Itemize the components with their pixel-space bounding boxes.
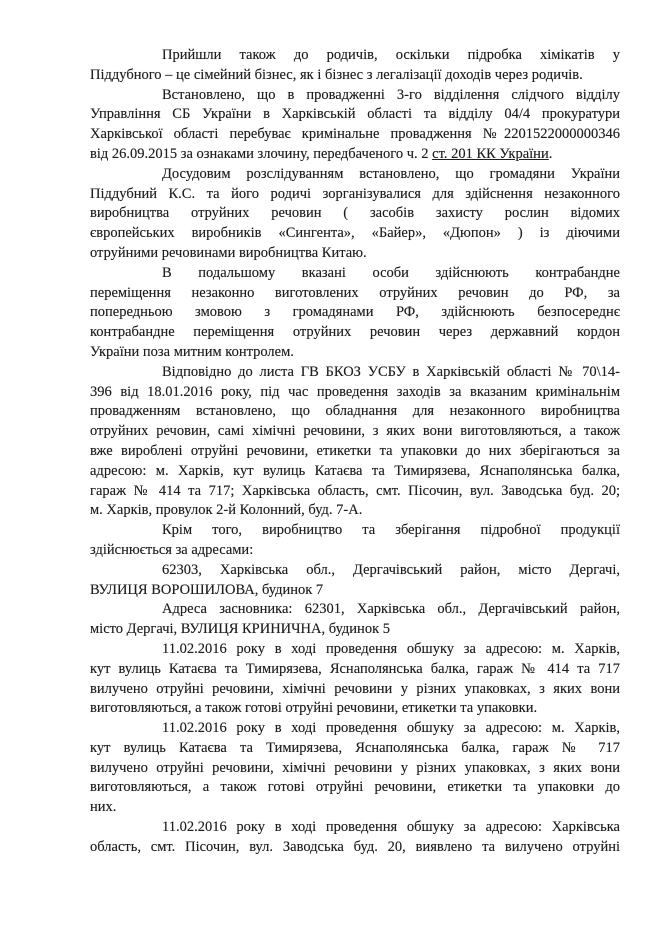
text-line	[90, 541, 620, 561]
text-segment: вилучено отруйні речовини, хімічні речовини у різних упаковках, з яких вони	[90, 759, 620, 776]
text-line	[90, 402, 620, 422]
text-segment: контрабандне переміщення отруйних речовин через державний кордон	[90, 324, 620, 341]
text-segment: Досудовим розслідуванням встановлено, що громадяни України	[162, 165, 620, 182]
text-segment: кут вулиць Катаєва та Тимирязева, Яснаполянська балка, гараж № 717	[90, 739, 620, 756]
text-segment: Харківської області перебуває кримінальне провадження №2201522000000346	[90, 126, 620, 143]
paragraph	[90, 640, 620, 719]
text-line	[90, 501, 620, 521]
text-segment: 62303, Харківська обл., Дергачівський район, місто Дергачі,	[162, 561, 620, 578]
text-line	[90, 46, 620, 66]
text-segment: отруйних речовин, самі хімічні речовини, з яких вони виготовляються, а також	[90, 423, 620, 440]
text-line	[90, 482, 620, 502]
text-line	[90, 185, 620, 205]
text-line	[90, 224, 620, 244]
text-line	[90, 660, 620, 680]
text-segment: попередньою змовою з громадянами РФ, здійснюють безпосереднє	[90, 304, 620, 321]
paragraph	[90, 719, 620, 818]
text-line	[90, 739, 620, 759]
text-segment: місто Дергачі, ВУЛИЦЯ КРИНИЧНА, будинок 5	[90, 621, 390, 638]
text-segment: України поза митним контролем.	[90, 343, 294, 360]
text-segment: Відповідно до листа ГВ БКОЗ УСБУ в Харківській області № 70\14-	[162, 363, 620, 380]
text-segment: виготовляються, а також готові отруйні речовини, етикетки та упаковки.	[90, 700, 538, 717]
text-segment: Піддубний К.С. та його родичі зорганізувалися для здійснення незаконного	[90, 185, 620, 202]
text-segment: вилучено отруйні речовини, хімічні речовини у різних упаковках, з яких вони	[90, 680, 620, 697]
text-segment: 11.02.2016 року в ході проведення обшуку за адресою: м. Харків,	[162, 720, 620, 737]
text-line	[90, 600, 620, 620]
paragraph	[90, 165, 620, 264]
text-line	[90, 798, 620, 818]
text-line	[90, 521, 620, 541]
text-line	[90, 105, 620, 125]
text-segment: адресою: м. Харків, кут вулиць Катаєва та Тимирязева, Яснаполянська балка,	[90, 462, 620, 479]
text-segment: гараж № 414 та 717; Харківська область, смт. Пісочин, вул. Заводська буд. 20;	[90, 482, 620, 499]
text-segment: отруйними речовинами виробництва Китаю.	[90, 244, 367, 261]
text-line	[90, 422, 620, 442]
text-segment: В подальшому вказані особи здійснюють контрабандне	[162, 264, 620, 281]
text-line	[90, 165, 620, 185]
text-segment: .	[548, 145, 553, 162]
text-line	[90, 778, 620, 798]
text-line	[90, 620, 620, 640]
underlined-text: ст. 201 КК України	[432, 145, 549, 162]
text-segment: Прийшли також до родичів, оскільки підробка хімікатів у	[162, 47, 620, 63]
text-line	[90, 442, 620, 462]
text-line	[90, 383, 620, 403]
text-segment: область, смт. Пісочин, вул. Заводська буд. 20, виявлено та вилучено отруйні	[90, 838, 620, 855]
paragraph	[90, 600, 620, 640]
text-line	[90, 244, 620, 264]
text-line	[90, 303, 620, 323]
text-segment: них.	[90, 799, 117, 816]
text-line	[90, 759, 620, 779]
text-line	[90, 462, 620, 482]
paragraph	[90, 818, 620, 858]
text-segment: кут вулиць Катаєва та Тимирязева, Яснаполянська балка, гараж № 414 та 717	[90, 660, 620, 677]
text-line	[90, 264, 620, 284]
text-segment: виробництва отруйних речовин ( засобів захисту рослин відомих	[90, 205, 620, 222]
text-segment: 396 від 18.01.2016 року, під час проведення заходів за вказаним кримінальнім	[90, 383, 620, 400]
paragraph	[90, 264, 620, 363]
paragraph	[90, 86, 620, 165]
text-segment: Піддубного – це сімейний бізнес, як і бізнес з легалізації доходів через родичів.	[90, 66, 583, 83]
text-line	[90, 680, 620, 700]
paragraph	[90, 46, 620, 86]
text-segment: 11.02.2016 року в ході проведення обшуку за адресою: м. Харків,	[162, 640, 620, 657]
text-segment: Встановлено, що в провадженні 3-го відділення слідчого відділу	[162, 86, 620, 103]
text-line	[90, 561, 620, 581]
text-segment: Крім того, виробництво та зберігання підробної продукції	[162, 522, 620, 539]
text-segment: ВУЛИЦЯ ВОРОШИЛОВА, будинок 7	[90, 581, 324, 598]
text-line	[90, 86, 620, 106]
text-segment: 11.02.2016 року в ході проведення обшуку за адресою: Харківська	[162, 819, 620, 836]
text-line	[90, 343, 620, 363]
text-block	[90, 46, 620, 858]
paragraph	[90, 561, 620, 601]
text-segment: виготовляються, а також готові отруйні речовини, етикетки та упаковки до	[90, 779, 620, 796]
text-line	[90, 719, 620, 739]
text-line	[90, 66, 620, 86]
text-segment: вже вироблені отруйні речовини, етикетки та упаковки до них зберігаються за	[90, 442, 620, 459]
text-segment: м. Харків, провулок 2-й Колонний, буд. 7-А.	[90, 502, 363, 519]
text-line	[90, 640, 620, 660]
text-line	[90, 145, 620, 165]
paragraph	[90, 363, 620, 521]
text-line	[90, 125, 620, 145]
text-line	[90, 699, 620, 719]
paragraph	[90, 521, 620, 561]
text-line	[90, 323, 620, 343]
text-segment: Адреса засновника: 62301, Харківська обл., Дергачівський район,	[162, 601, 620, 618]
text-segment: Управління СБ України в Харківській області та відділу 04/4 прокуратури	[90, 106, 620, 123]
text-segment: від 26.09.2015 за ознаками злочину, передбаченого ч. 2	[90, 145, 433, 162]
text-segment: переміщення незаконно виготовлених отруйних речовин до РФ, за	[90, 284, 620, 301]
text-line	[90, 818, 620, 838]
text-segment: провадженням встановлено, що обладнання для незаконного виробництва	[90, 403, 620, 420]
text-line	[90, 838, 620, 858]
text-segment: європейських виробників «Сингента», «Байер», «Дюпон» ) із діючими	[90, 225, 620, 242]
text-segment: здійснюється за адресами:	[90, 541, 254, 558]
text-line	[90, 581, 620, 601]
text-line	[90, 204, 620, 224]
text-line	[90, 363, 620, 383]
text-line	[90, 284, 620, 304]
